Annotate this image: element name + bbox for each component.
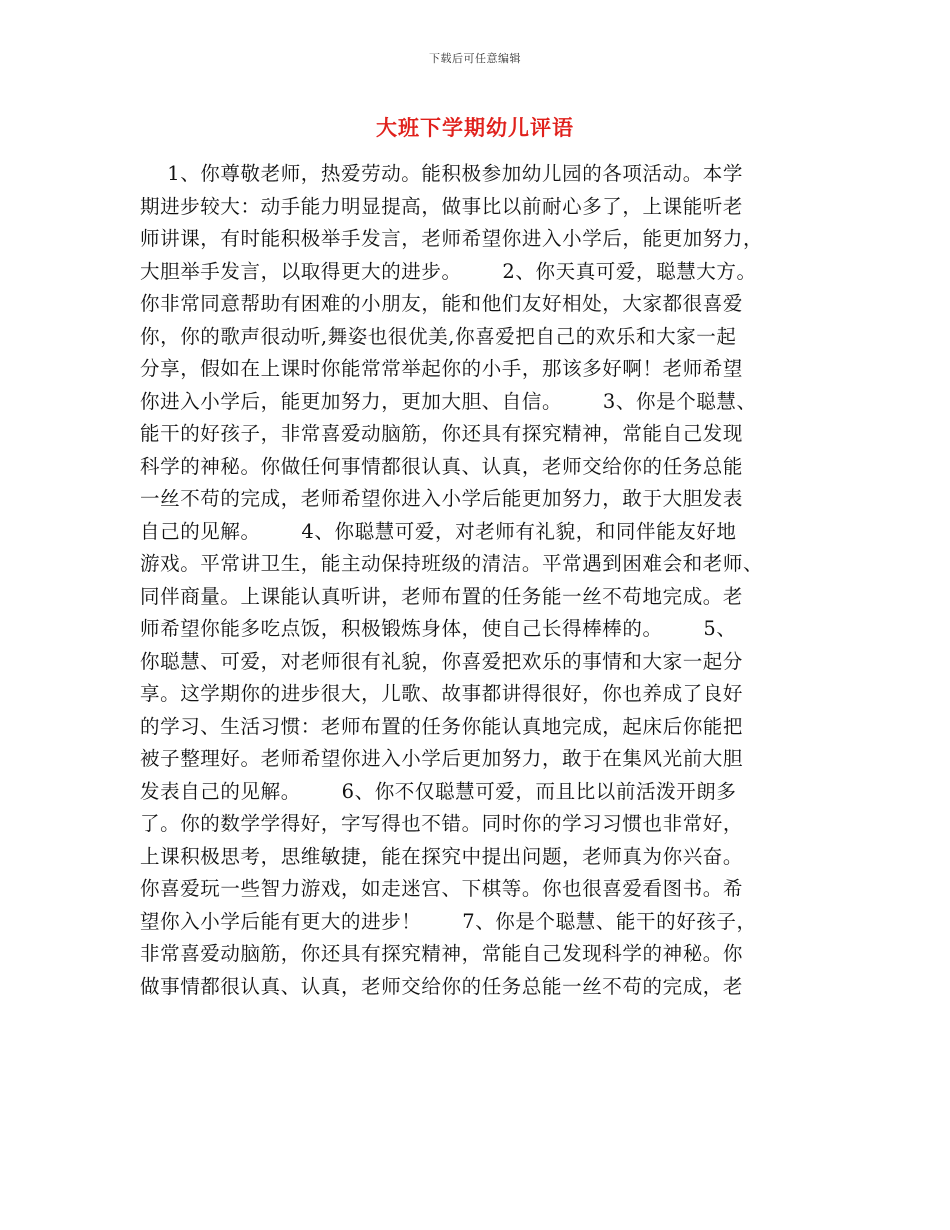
- body-text-line: 被子整理好。老师希望你进入小学后更加努力，敢于在集风光前大胆: [140, 747, 744, 770]
- body-text-line: 分享，假如在上课时你能常常举起你的小手，那该多好啊！老师希望: [140, 357, 744, 380]
- document-title: 大班下学期幼儿评语: [376, 115, 574, 140]
- body-text-line: 1、你尊敬老师，热爱劳动。能积极参加幼儿园的各项活动。本学: [140, 162, 744, 185]
- body-text-line: 你喜爱玩一些智力游戏，如走迷宫、下棋等。你也很喜爱看图书。希: [140, 877, 744, 900]
- body-text-line: 上课积极思考，思维敏捷，能在探究中提出问题，老师真为你兴奋。: [140, 844, 744, 868]
- body-text-line: 师希望你能多吃点饭，积极锻炼身体，使自己长得棒棒的。 5、: [140, 617, 737, 640]
- body-text-line: 非常喜爱动脑筋，你还具有探究精神，常能自己发现科学的神秘。你: [140, 942, 744, 965]
- body-text-line: 享。这学期你的进步很大，儿歌、故事都讲得很好，你也养成了良好: [140, 682, 744, 705]
- body-text-line: 你，你的歌声很动听,舞姿也很优美,你喜爱把自己的欢乐和大家一起: [140, 324, 737, 348]
- body-text-line: 你进入小学后，能更加努力，更加大胆、自信。 3、你是个聪慧、: [140, 389, 757, 413]
- body-text-line: 的学习、生活习惯：老师布置的任务你能认真地完成，起床后你能把: [140, 714, 744, 738]
- body-text-line: 一丝不苟的完成，老师希望你进入小学后能更加努力，敢于大胆发表: [140, 487, 744, 510]
- body-text-line: 了。你的数学学得好，字写得也不错。同时你的学习习惯也非常好，: [140, 812, 744, 835]
- body-text-line: 大胆举手发言，以取得更大的进步。 2、你天真可爱，聪慧大方。: [140, 259, 757, 283]
- page-header-note: 下载后可任意编辑: [429, 52, 521, 65]
- body-text-line: 游戏。平常讲卫生，能主动保持班级的清洁。平常遇到困难会和老师、: [140, 552, 764, 575]
- body-text-line: 期进步较大：动手能力明显提高，做事比以前耐心多了，上课能听老: [140, 194, 744, 218]
- document-body: [140, 158, 810, 1003]
- body-text-line: 发表自己的见解。 6、你不仅聪慧可爱，而且比以前活泼开朗多: [140, 779, 737, 803]
- body-text-line: 师讲课，有时能积极举手发言，老师希望你进入小学后，能更加努力，: [140, 227, 764, 250]
- body-text-line: 你聪慧、可爱，对老师很有礼貌，你喜爱把欢乐的事情和大家一起分: [140, 649, 744, 673]
- body-text-line: 同伴商量。上课能认真听讲，老师布置的任务能一丝不苟地完成。老: [140, 584, 744, 608]
- body-text-line: 你非常同意帮助有困难的小朋友，能和他们友好相处，大家都很喜爱: [140, 292, 744, 315]
- body-text-line: 望你入小学后能有更大的进步！ 7、你是个聪慧、能干的好孩子，: [140, 909, 757, 933]
- body-text-line: 做事情都很认真、认真，老师交给你的任务总能一丝不苟的完成，老: [140, 974, 744, 998]
- body-text-line: 自己的见解。 4、你聪慧可爱，对老师有礼貌，和同伴能友好地: [140, 519, 737, 543]
- body-text-line: 能干的好孩子，非常喜爱动脑筋，你还具有探究精神，常能自己发现: [140, 422, 744, 445]
- body-text-line: 科学的神秘。你做任何事情都很认真、认真，老师交给你的任务总能: [140, 454, 744, 478]
